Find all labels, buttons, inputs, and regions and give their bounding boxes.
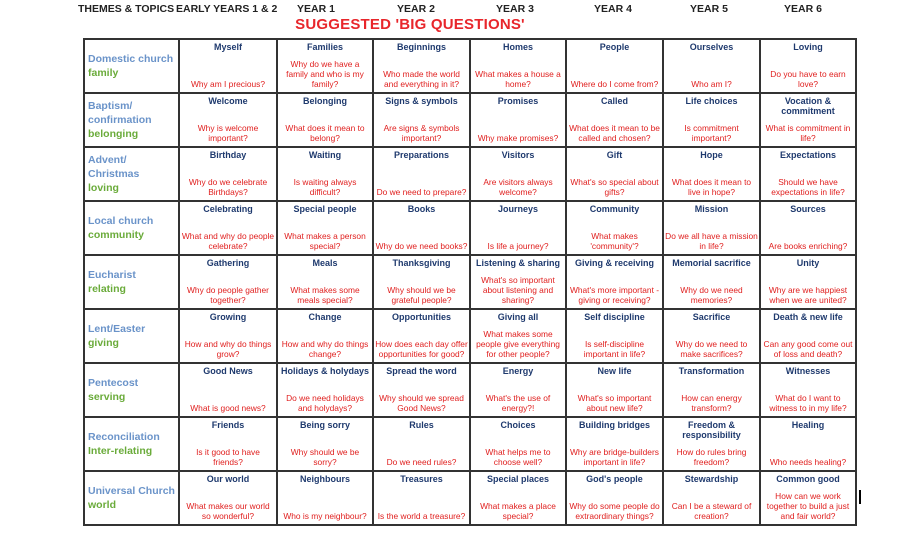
topic-label: Memorial sacrifice (672, 258, 751, 268)
topic-label: Belonging (303, 96, 347, 106)
theme-cell (84, 309, 179, 363)
header-year-2: YEAR 2 (397, 3, 435, 15)
header-year-5: YEAR 5 (690, 3, 728, 15)
topic-cell (179, 417, 277, 471)
topic-cell (760, 417, 856, 471)
header-year-1: YEAR 1 (297, 3, 335, 15)
theme-name: Baptism/ confirmation (88, 100, 152, 126)
header-year-4: YEAR 4 (594, 3, 632, 15)
big-question: Is the world a treasure? (377, 511, 466, 521)
topic-cell (470, 201, 566, 255)
table-row (84, 147, 856, 201)
topic-label: God's people (586, 474, 643, 484)
big-question: Are books enriching? (768, 241, 848, 251)
topic-cell (760, 363, 856, 417)
big-question: Why make promises? (477, 133, 559, 143)
topic-label: New life (597, 366, 632, 376)
topic-label: Witnesses (785, 366, 831, 376)
topic-cell (470, 39, 566, 93)
topic-cell (760, 471, 856, 525)
topic-label: Our world (206, 474, 250, 484)
big-question: What makes our world so wonderful? (186, 501, 270, 521)
topic-label: Life choices (685, 96, 738, 106)
theme-name: Domestic church (88, 53, 174, 65)
big-question: Is it good to have friends? (196, 447, 260, 467)
topic-cell (663, 417, 760, 471)
topic-label: Hope (700, 150, 723, 160)
theme-cell (84, 255, 179, 309)
big-question: Why do we need books? (375, 241, 468, 251)
topic-cell (179, 255, 277, 309)
topic-cell (566, 363, 663, 417)
table-row (84, 309, 856, 363)
topic-label: Giving & receiving (574, 258, 655, 268)
topic-label: Promises (497, 96, 539, 106)
topic-cell (566, 255, 663, 309)
text-cursor (859, 490, 861, 504)
theme-value: Inter-relating (88, 445, 153, 457)
big-question: Why are bridge-builders important in life? (570, 447, 659, 467)
big-question: What's so important about listening and sharing? (481, 275, 555, 305)
topic-cell (470, 255, 566, 309)
topic-label: Common good (776, 474, 840, 484)
topic-label: Homes (502, 42, 533, 52)
theme-name: Local church (88, 215, 154, 227)
table-row (84, 93, 856, 147)
big-question: What makes 'community'? (590, 231, 639, 251)
topic-cell (760, 147, 856, 201)
big-question: Why do we have a family and who is my family? (286, 59, 364, 89)
big-question: What makes a person special? (284, 231, 366, 251)
topic-cell (277, 471, 373, 525)
big-question: Do we need holidays and holydays? (286, 393, 364, 413)
topic-label: Freedom & responsibility (682, 420, 741, 440)
topic-label: Unity (796, 258, 820, 268)
theme-cell (84, 147, 179, 201)
topic-label: Stewardship (684, 474, 739, 484)
topic-label: Rules (409, 420, 434, 430)
big-question: What does it mean to belong? (285, 123, 365, 143)
topic-label: People (599, 42, 630, 52)
topic-label: Myself (213, 42, 242, 52)
topic-cell (470, 309, 566, 363)
topic-cell (663, 363, 760, 417)
page-title: SUGGESTED 'BIG QUESTIONS' (295, 16, 525, 33)
theme-value: giving (88, 337, 119, 349)
topic-label: Transformation (678, 366, 745, 376)
big-question: Why do we need memories? (680, 285, 743, 305)
topic-cell (566, 147, 663, 201)
big-question: Why do we celebrate Birthdays? (188, 177, 268, 197)
theme-name: Lent/Easter (88, 323, 146, 335)
topic-cell (179, 471, 277, 525)
big-question: Are signs & symbols important? (383, 123, 460, 143)
topic-label: Neighbours (299, 474, 350, 484)
topic-cell (566, 39, 663, 93)
big-question: What's more important - giving or receiving? (569, 285, 660, 305)
topic-cell (663, 255, 760, 309)
topic-cell (277, 93, 373, 147)
topic-label: Preparations (393, 150, 450, 160)
topic-cell (760, 255, 856, 309)
topic-label: Celebrating (203, 204, 253, 214)
topic-cell (566, 417, 663, 471)
topic-cell (277, 363, 373, 417)
big-question: Do you have to earn love? (770, 69, 846, 89)
topic-label: Waiting (308, 150, 342, 160)
topic-cell (373, 471, 470, 525)
theme-value: world (88, 499, 116, 511)
big-question: Do we need to prepare? (376, 187, 467, 197)
topic-cell (470, 147, 566, 201)
theme-cell (84, 417, 179, 471)
big-question: What makes some meals special? (290, 285, 360, 305)
topic-cell (760, 39, 856, 93)
big-question: What do I want to witness to in my life? (769, 393, 847, 413)
header-year-6: YEAR 6 (784, 3, 822, 15)
theme-value: community (88, 229, 145, 241)
theme-cell (84, 363, 179, 417)
big-question: Who needs healing? (769, 457, 847, 467)
topic-label: Journeys (497, 204, 539, 214)
topic-cell (663, 93, 760, 147)
table-row (84, 39, 856, 93)
big-question: Why should we be grateful people? (387, 285, 456, 305)
big-question: Is commitment important? (684, 123, 739, 143)
topic-label: Sources (790, 204, 826, 214)
big-question: What makes some people give everything for other people? (476, 329, 560, 359)
topic-label: Choices (500, 420, 536, 430)
big-question: How and why do things grow? (184, 339, 272, 359)
topic-cell (179, 309, 277, 363)
table-row (84, 255, 856, 309)
big-question: What and why do people celebrate? (181, 231, 275, 251)
theme-cell (84, 93, 179, 147)
topic-label: Listening & sharing (475, 258, 560, 268)
topic-cell (277, 147, 373, 201)
big-question: How can we work together to build a just and fair world? (766, 491, 850, 521)
theme-name: Universal Church (88, 485, 175, 497)
big-question: Are visitors always welcome? (483, 177, 553, 197)
big-question: Why should we be sorry? (290, 447, 360, 467)
big-question: How do rules bring freedom? (676, 447, 747, 467)
topic-label: Families (306, 42, 344, 52)
topic-cell (470, 93, 566, 147)
topic-cell (277, 39, 373, 93)
big-question: Who made the world and everything in it? (383, 69, 460, 89)
topic-label: Community (589, 204, 640, 214)
topic-cell (663, 201, 760, 255)
theme-cell (84, 471, 179, 525)
topic-label: Vocation & commitment (781, 96, 835, 116)
topic-cell (179, 39, 277, 93)
big-question: Who am I? (691, 79, 732, 89)
big-question: What does it mean to live in hope? (671, 177, 752, 197)
topic-cell (373, 201, 470, 255)
topic-label: Beginnings (397, 42, 446, 52)
theme-value: family (88, 67, 119, 79)
topic-cell (373, 255, 470, 309)
theme-cell (84, 39, 179, 93)
big-questions-table (83, 38, 857, 526)
big-question: Why am I precious? (190, 79, 265, 89)
topic-cell (663, 471, 760, 525)
big-question: Why do some people do extraordinary things? (569, 501, 660, 521)
topic-cell (760, 201, 856, 255)
topic-label: Opportunities (392, 312, 451, 322)
big-question: Do we all have a mission in life? (665, 231, 758, 251)
topic-label: Energy (502, 366, 534, 376)
theme-value: loving (88, 182, 119, 194)
topic-cell (373, 309, 470, 363)
theme-name: Pentecost (88, 377, 139, 389)
topic-label: Death & new life (773, 312, 843, 322)
big-question: What's so important about new life? (577, 393, 652, 413)
topic-label: Meals (312, 258, 338, 268)
topic-label: Holidays & holydays (280, 366, 370, 376)
topic-cell (277, 201, 373, 255)
topic-cell (277, 417, 373, 471)
topic-label: Special places (486, 474, 550, 484)
big-question: Why do we need to make sacrifices? (675, 339, 748, 359)
big-question: Why are we happiest when we are united? (768, 285, 848, 305)
big-question: What's the use of energy?! (485, 393, 551, 413)
topic-cell (373, 147, 470, 201)
topic-label: Expectations (779, 150, 837, 160)
big-question: Why do people gather together? (187, 285, 269, 305)
theme-name: Advent/ Christmas (88, 154, 140, 180)
topic-cell (663, 39, 760, 93)
big-question: Do we need rules? (386, 457, 457, 467)
topic-cell (277, 309, 373, 363)
topic-cell (470, 363, 566, 417)
big-question: What helps me to choose well? (485, 447, 551, 467)
big-question: Is waiting always difficult? (293, 177, 357, 197)
topic-cell (373, 39, 470, 93)
topic-label: Building bridges (579, 420, 650, 430)
big-question: Can I be a steward of creation? (671, 501, 752, 521)
topic-label: Thanksgiving (392, 258, 451, 268)
table-row (84, 417, 856, 471)
table-row (84, 471, 856, 525)
header-early-years: EARLY YEARS 1 & 2 (176, 3, 278, 15)
topic-cell (566, 201, 663, 255)
big-question: Can any good come out of loss and death? (763, 339, 853, 359)
topic-cell (663, 309, 760, 363)
topic-label: Spread the word (386, 366, 457, 376)
topic-cell (760, 93, 856, 147)
big-question: What is commitment in life? (765, 123, 851, 143)
topic-cell (566, 93, 663, 147)
topic-cell (373, 93, 470, 147)
big-question: Is life a journey? (487, 241, 549, 251)
topic-label: Growing (209, 312, 247, 322)
big-question: What does it mean to be called and chosen? (569, 123, 660, 143)
big-question: Who is my neighbour? (283, 511, 367, 521)
topic-label: Gift (606, 150, 623, 160)
theme-name: Reconciliation (88, 431, 160, 443)
big-question: Is self-discipline important in life? (583, 339, 646, 359)
big-question: What is good news? (190, 403, 266, 413)
big-question: Where do I come from? (570, 79, 659, 89)
big-question: Why is welcome important? (197, 123, 259, 143)
big-question: Why should we spread Good News? (379, 393, 464, 413)
big-question: How can energy transform? (681, 393, 742, 413)
topic-label: Signs & symbols (385, 96, 458, 106)
topic-label: Friends (211, 420, 245, 430)
topic-label: Self discipline (584, 312, 645, 322)
topic-label: Mission (694, 204, 729, 214)
topic-label: Visitors (501, 150, 535, 160)
topic-label: Called (600, 96, 628, 106)
topic-label: Welcome (208, 96, 248, 106)
big-question: How does each day offer opportunities for good? (375, 339, 468, 359)
topic-label: Gathering (206, 258, 250, 268)
topic-label: Being sorry (299, 420, 350, 430)
topic-cell (179, 363, 277, 417)
big-question: Should we have expectations in life? (771, 177, 845, 197)
topic-cell (179, 147, 277, 201)
theme-value: belonging (88, 128, 139, 140)
topic-cell (179, 93, 277, 147)
topic-cell (566, 309, 663, 363)
topic-cell (373, 417, 470, 471)
theme-value: serving (88, 391, 126, 403)
header-year-3: YEAR 3 (496, 3, 534, 15)
theme-name: Eucharist (88, 269, 136, 281)
topic-label: Ourselves (689, 42, 734, 52)
big-question: What makes a house a home? (475, 69, 561, 89)
topic-cell (179, 201, 277, 255)
table-row (84, 363, 856, 417)
big-question: What makes a place special? (480, 501, 556, 521)
big-question: What's so special about gifts? (570, 177, 659, 197)
topic-label: Change (308, 312, 342, 322)
topic-label: Giving all (497, 312, 539, 322)
topic-cell (566, 471, 663, 525)
topic-label: Loving (793, 42, 823, 52)
topic-label: Good News (203, 366, 253, 376)
big-question: How and why do things change? (281, 339, 369, 359)
topic-label: Books (407, 204, 436, 214)
topic-label: Special people (293, 204, 357, 214)
topic-cell (470, 417, 566, 471)
topic-label: Treasures (400, 474, 443, 484)
table-row (84, 201, 856, 255)
topic-label: Healing (791, 420, 825, 430)
topic-cell (760, 309, 856, 363)
theme-cell (84, 201, 179, 255)
topic-cell (470, 471, 566, 525)
topic-cell (663, 147, 760, 201)
topic-label: Sacrifice (692, 312, 731, 322)
theme-value: relating (88, 283, 126, 295)
topic-label: Birthday (209, 150, 247, 160)
header-themes-topics: THEMES & TOPICS (78, 3, 175, 15)
topic-cell (277, 255, 373, 309)
topic-cell (373, 363, 470, 417)
